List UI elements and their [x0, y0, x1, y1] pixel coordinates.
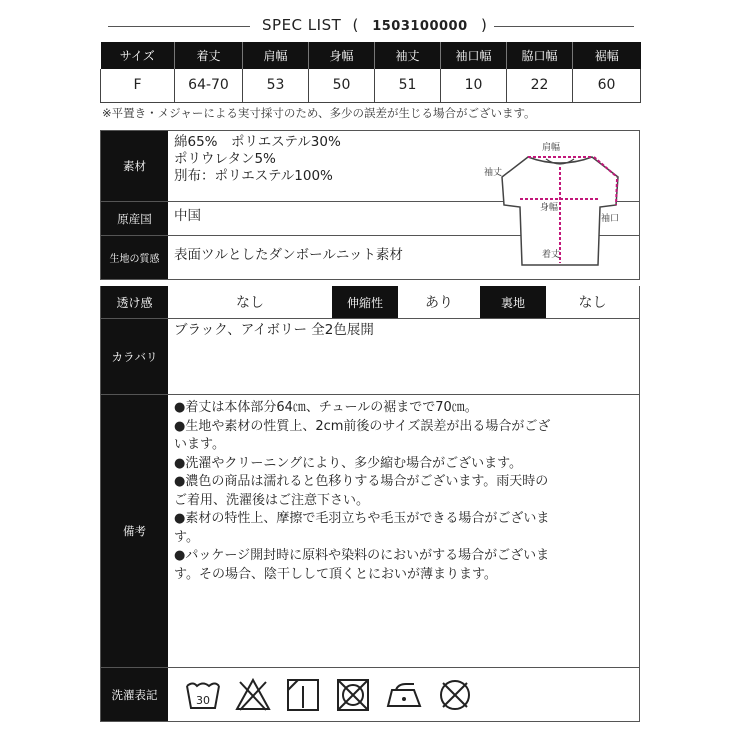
title-rule-left: [108, 26, 250, 27]
size-value-sleeve: 51: [375, 69, 441, 102]
diagram-label-body: 身幅: [540, 203, 559, 213]
size-table: [100, 42, 641, 103]
size-value-length: 64-70: [175, 69, 243, 102]
care-icons: [168, 668, 639, 721]
size-header-sleeve: 袖丈: [375, 42, 441, 69]
no-tumble-dry-icon: [334, 676, 372, 714]
diagram-label-length: 着丈: [542, 250, 561, 260]
sheerness-label: 透け感: [101, 286, 168, 318]
no-dry-clean-icon: [436, 676, 474, 714]
lining-label: 裏地: [480, 286, 546, 318]
properties-row: [100, 286, 640, 319]
diagram-label-shoulder: 肩幅: [542, 143, 561, 153]
line-dry-shade-icon: [284, 676, 322, 714]
size-header-size: サイズ: [101, 42, 175, 69]
size-header-shoulder: 肩幅: [243, 42, 309, 69]
size-header-length: 着丈: [175, 42, 243, 69]
remarks-line: います。: [174, 437, 225, 452]
remarks-line: ●生地や素材の性質上、2cm前後のサイズ誤差が出る場合がござ: [174, 418, 551, 434]
size-value-hem: 60: [573, 69, 641, 102]
origin-label: 原産国: [101, 202, 168, 235]
title-rule-right: [494, 26, 634, 27]
product-code: 1503100000: [372, 19, 468, 34]
wash-temp: 30: [196, 693, 210, 707]
remarks-value: [168, 395, 639, 667]
texture-value: 表面ツルとしたダンボールニット素材: [174, 247, 403, 263]
size-header-cuff: 袖口幅: [441, 42, 507, 69]
measurement-note: ※平置き・メジャーによる実寸採寸のため、多少の誤差が生じる場合がございます。: [102, 106, 536, 120]
size-header-body-width: 身幅: [309, 42, 375, 69]
remarks-label: 備考: [101, 395, 168, 667]
lining-value: なし: [578, 295, 607, 311]
size-value-body-width: 50: [309, 69, 375, 102]
size-table-row: [101, 69, 641, 102]
material-line: ポリウレタン5%: [174, 151, 276, 167]
material-line: 別布：ポリエステル100%: [174, 168, 333, 184]
stretch-label: 伸縮性: [332, 286, 398, 318]
colors-row: [100, 319, 640, 395]
remarks-line: ●素材の特性上、摩擦で毛羽立ちや毛玉ができる場合がございま: [174, 511, 550, 526]
colors-label: カラバリ: [101, 319, 168, 394]
remarks-row: [100, 395, 640, 668]
remarks-line: す。その場合、陰干しして頂くとにおいが薄まります。: [174, 566, 497, 582]
garment-measurement-diagram: [480, 135, 640, 285]
spec-title-open-paren: (: [352, 16, 359, 34]
stretch-value: あり: [425, 295, 453, 311]
texture-label: 生地の質感: [101, 236, 168, 279]
size-table-header: [101, 42, 641, 69]
material-label: 素材: [101, 131, 168, 201]
care-row: [100, 668, 640, 722]
wash-30-icon: [184, 676, 222, 714]
diagram-label-sleeve: 袖丈: [484, 168, 503, 178]
sheerness-value: なし: [236, 295, 264, 311]
size-value-armhole: 22: [507, 69, 573, 102]
remarks-line: ●パッケージ開封時に原料や染料のにおいがする場合がございま: [174, 548, 550, 563]
spec-title-close-paren: ): [480, 16, 488, 34]
size-header-hem: 裾幅: [573, 42, 641, 69]
care-label: 洗濯表記: [101, 668, 168, 721]
origin-value: 中国: [174, 208, 201, 224]
spec-title-label: SPEC LIST: [262, 16, 342, 34]
iron-low-icon: [384, 676, 424, 714]
remarks-line: ご着用、洗濯後はご注意下さい。: [174, 492, 370, 508]
size-value-cuff: 10: [441, 69, 507, 102]
diagram-label-cuff: 袖口: [601, 214, 620, 224]
size-value-shoulder: 53: [243, 69, 309, 102]
material-line: 綿65% ポリエステル30%: [174, 134, 341, 150]
remarks-line: ●濃色の商品は濡れると色移りする場合がございます。雨天時の: [174, 474, 549, 489]
remarks-line: す。: [174, 529, 199, 545]
colors-value: ブラック、アイボリー 全2色展開: [174, 322, 374, 338]
remarks-line: ●着丈は本体部分64㎝、チュールの裾までで70㎝。: [174, 400, 478, 415]
size-header-armhole: 脇口幅: [507, 42, 573, 69]
no-bleach-icon: [234, 676, 272, 714]
spec-title-row: [0, 14, 740, 38]
remarks-line: ●洗濯やクリーニングにより、多少縮む場合がございます。: [174, 455, 523, 471]
size-value-size: F: [101, 69, 175, 102]
spec-title: [262, 16, 487, 34]
